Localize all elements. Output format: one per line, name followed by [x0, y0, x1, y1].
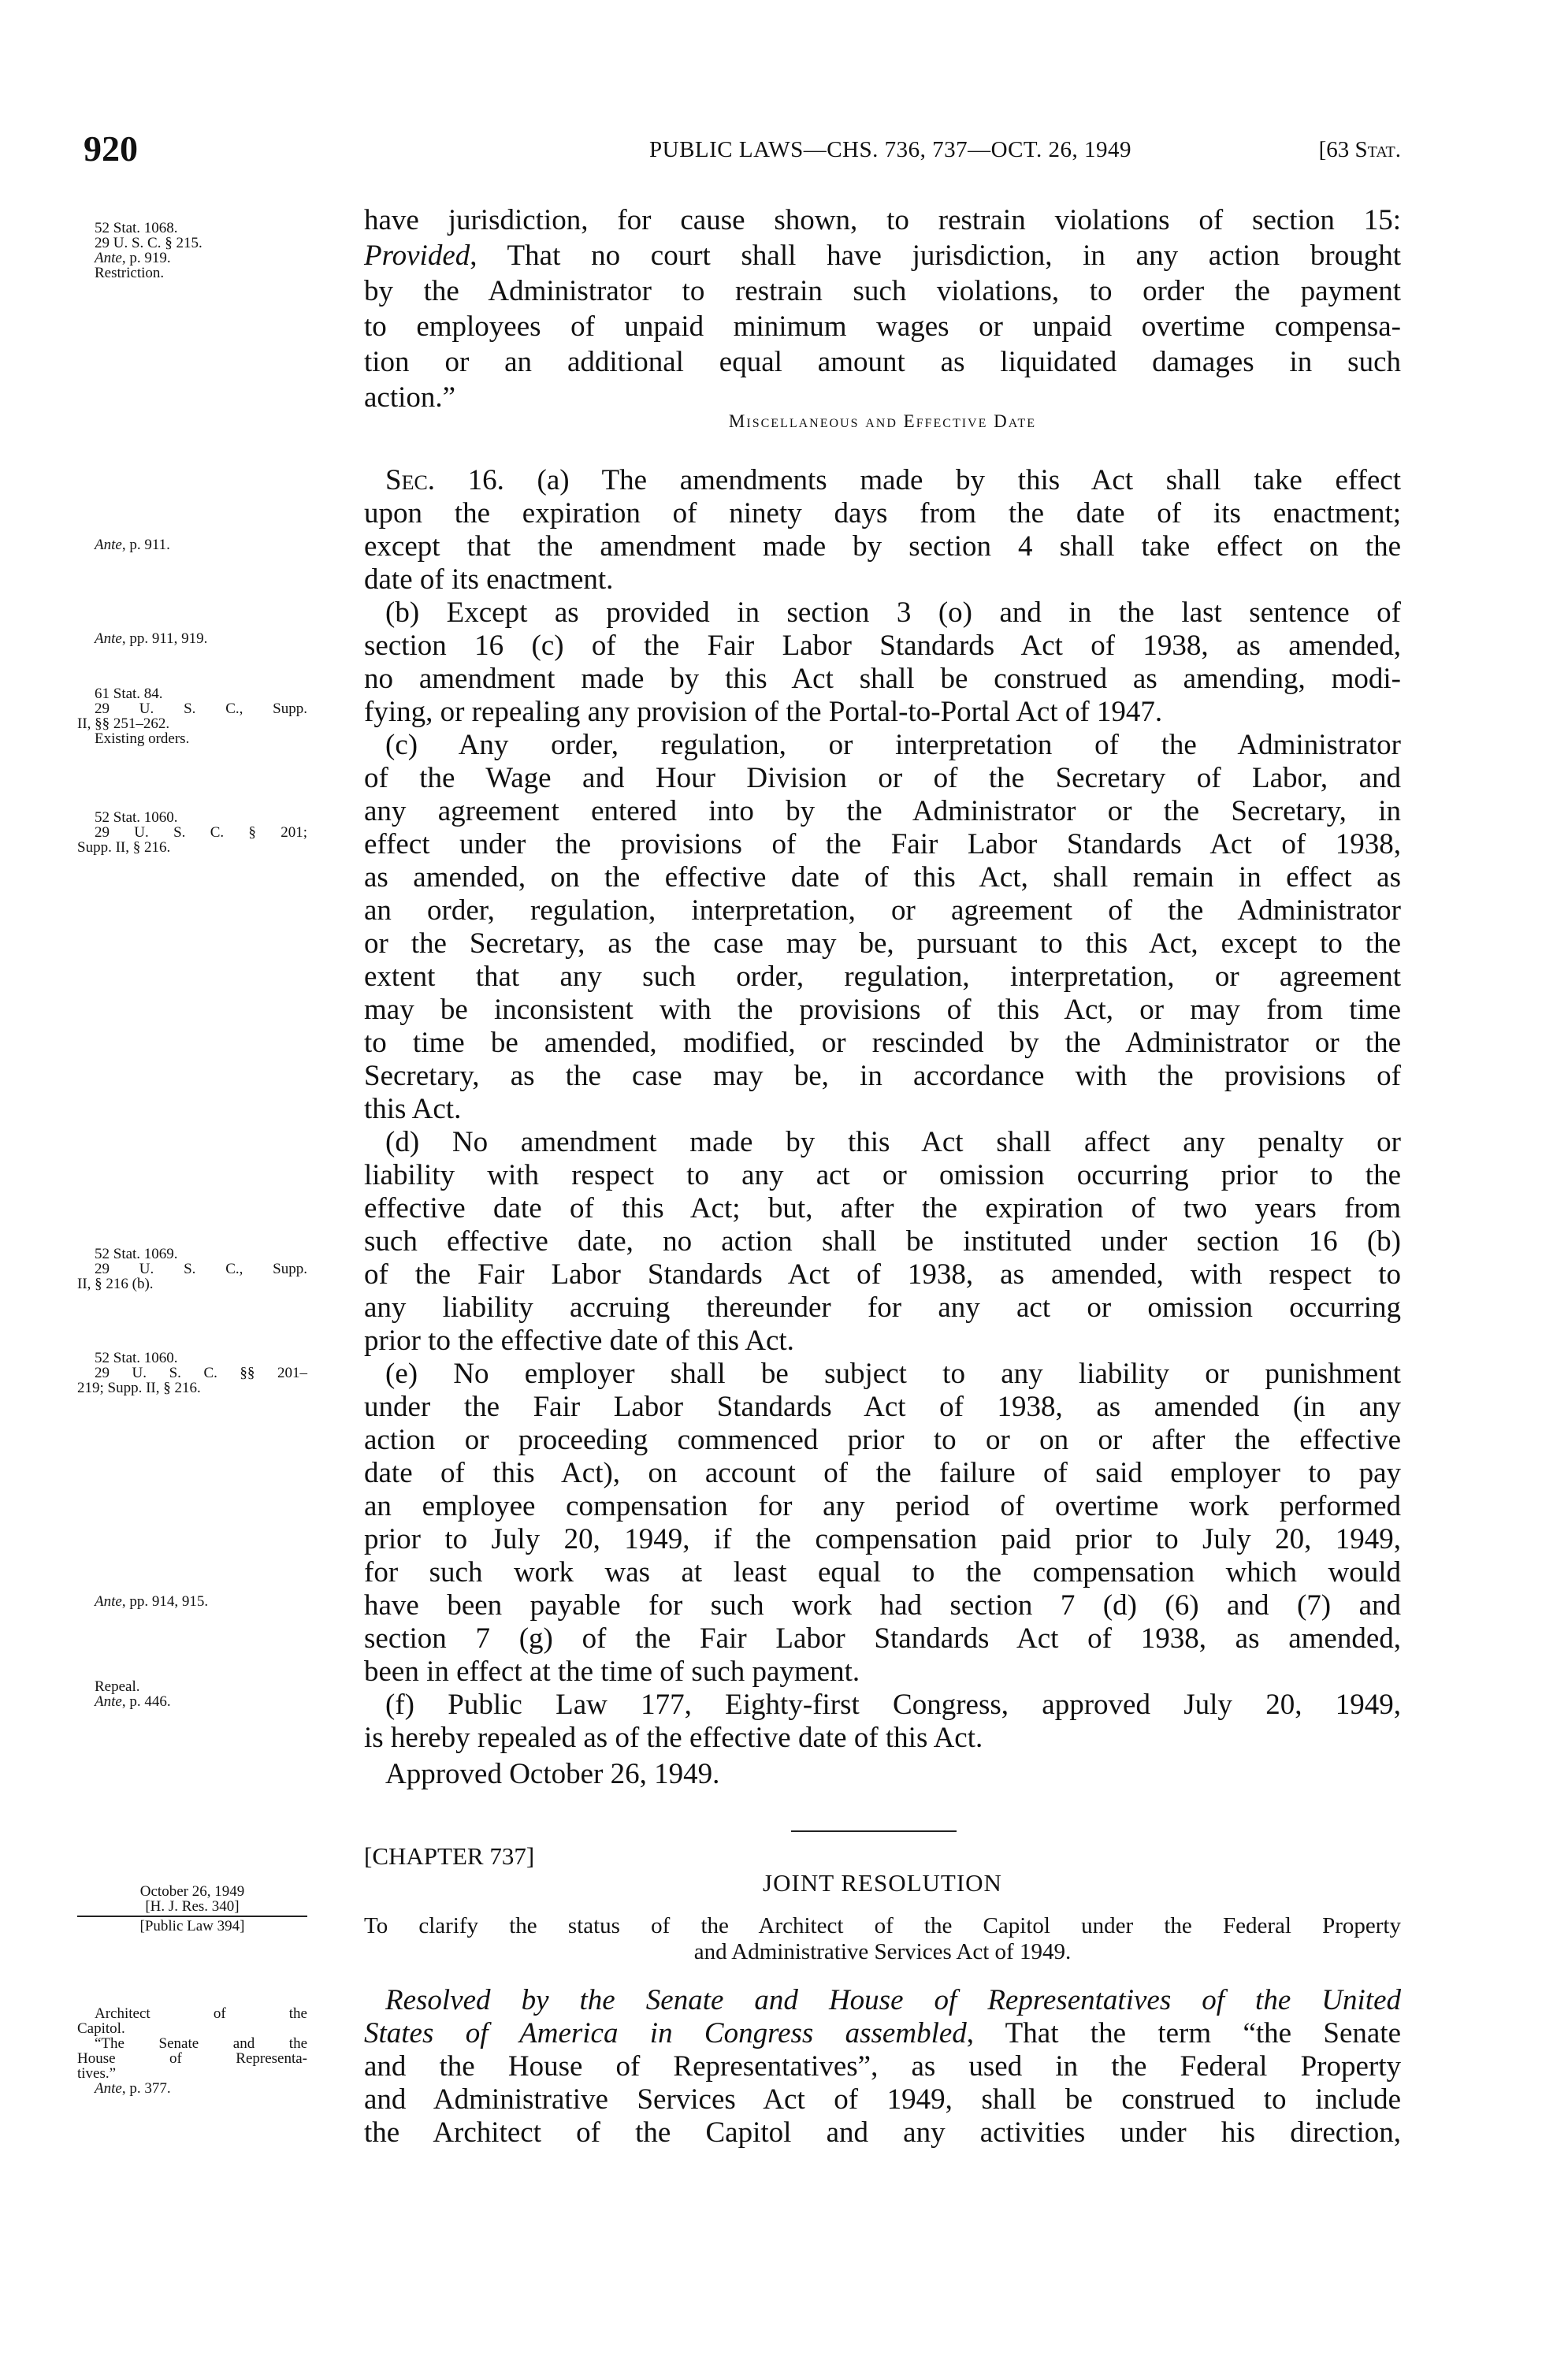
text-line: extent that any such order, regulation, interpretation, or agreement — [364, 961, 1401, 993]
text-line: this Act. — [364, 1093, 462, 1125]
text-segment: , p. 446. — [121, 1693, 171, 1710]
margin-note-line — [77, 631, 307, 646]
section-heading: Miscellaneous and Effective Date — [728, 411, 1037, 431]
margin-note-line: Restriction. — [95, 265, 165, 281]
text-segment: , p. 919. — [121, 250, 171, 266]
text-line: is hereby repealed as of the effective date of this Act. — [364, 1722, 983, 1754]
text-line: effect under the provisions of the Fair Labor Standards Act of 1938, — [364, 828, 1401, 860]
text-line: date of its enactment. — [364, 563, 614, 596]
subsection-d — [364, 1126, 1401, 1358]
resolution-title-line: and Administrative Services Act of 1949. — [693, 1939, 1072, 1964]
margin-note-line: 29 U. S. C. § 201; — [95, 824, 307, 841]
text-line: (f) Public Law 177, Eighty-first Congress, approved July 20, 1949, — [385, 1689, 1401, 1721]
text-line: an employee compensation for any period of overtime work performed — [364, 1490, 1401, 1522]
chapter-label: [CHAPTER 737] — [364, 1842, 535, 1870]
text-line: fying, or repealing any provision of the Portal-to-Portal Act of 1947. — [364, 696, 1163, 728]
text-line: of the Fair Labor Standards Act of 1938, as amended, with respect to — [364, 1258, 1401, 1291]
margin-note — [77, 686, 307, 746]
text-line: have been payable for such work had section 7 (d) (6) and (7) and — [364, 1589, 1401, 1622]
text-line: action.” — [364, 381, 456, 414]
margin-note-line: 219; Supp. II, § 216. — [77, 1380, 201, 1396]
text-line: prior to the effective date of this Act. — [364, 1325, 794, 1357]
text-line: have jurisdiction, for cause shown, to restrain violations of section 15: — [364, 204, 1401, 236]
page-number: 920 — [84, 128, 138, 169]
text-line: or the Secretary, as the case may be, pursuant to this Act, except to the — [364, 927, 1401, 960]
public-law-number: [Public Law 394] — [139, 1918, 245, 1934]
resolution-title-line: To clarify the status of the Architect of the Capitol under the Federal Property — [364, 1913, 1401, 1938]
text-line: under the Fair Labor Standards Act of 1938, as amended (in any — [364, 1391, 1401, 1423]
text-line: and Administrative Services Act of 1949, shall be construed to include — [364, 2083, 1401, 2116]
text-line: section 16 (c) of the Fair Labor Standards Act of 1938, as amended, — [364, 630, 1401, 662]
margin-note-line: Existing orders. — [95, 730, 190, 747]
margin-note-line: 29 U. S. C., Supp. — [95, 1261, 307, 1277]
text-line: liability with respect to any act or omission occurring prior to the — [364, 1159, 1401, 1191]
margin-note-line: “The Senate and the — [95, 2035, 307, 2052]
text-segment: , p. 377. — [121, 2080, 171, 2097]
enactment-date: October 26, 1949 — [139, 1883, 245, 1900]
text-line: of the Wage and Hour Division or of the Secretary of Labor, and — [364, 762, 1401, 794]
italic-text: Provided — [364, 240, 470, 272]
text-line: as amended, on the effective date of this Act, shall remain in effect as — [364, 861, 1401, 894]
margin-note — [77, 810, 307, 855]
margin-note-line: House of Representa- — [77, 2050, 307, 2067]
text-line: (d) No amendment made by this Act shall affect any penalty or — [385, 1126, 1401, 1158]
small-caps-text: Sec. — [385, 464, 436, 496]
margin-note — [77, 1594, 307, 1609]
margin-note-line: 29 U. S. C. § 215. — [95, 235, 203, 251]
italic-text: Ante — [95, 1693, 122, 1710]
resolved-clause — [364, 1984, 1401, 2150]
text-line — [364, 464, 1401, 497]
resolution-title — [364, 1913, 1401, 1965]
text-line: the Architect of the Capitol and any activities under his direction, — [364, 2116, 1401, 2149]
text-line: any agreement entered into by the Administrator or the Secretary, in — [364, 795, 1401, 827]
margin-note — [77, 631, 307, 646]
text-line: action or proceeding commenced prior to or on or after the effective — [364, 1424, 1401, 1456]
margin-note-line: 29 U. S. C. §§ 201– — [95, 1365, 307, 1381]
text-line: (e) No employer shall be subject to any liability or punishment — [385, 1358, 1401, 1390]
margin-note-line: 52 Stat. 1068. — [95, 220, 178, 236]
section-16 — [364, 464, 1401, 1755]
margin-note-line: Supp. II, § 216. — [77, 839, 171, 856]
subsection-c — [364, 729, 1401, 1126]
margin-note-line: 52 Stat. 1060. — [95, 809, 178, 826]
italic-text: Ante — [95, 1593, 122, 1610]
italic-text: Ante — [95, 630, 122, 647]
text-line: Secretary, as the case may be, in accordance with the provisions of — [364, 1060, 1401, 1092]
text-line: tion or an additional equal amount as liquidated damages in such — [364, 346, 1401, 378]
margin-note-line — [77, 1694, 307, 1709]
text-line: any liability accruing thereunder for any act or omission occurring — [364, 1291, 1401, 1324]
text-segment: , That the term “the Senate — [966, 2017, 1402, 2049]
subsection-a — [364, 464, 1401, 596]
text-line: upon the expiration of ninety days from the date of its enactment; — [364, 497, 1401, 530]
statute-volume-ref: [63 Stat. — [1318, 137, 1401, 162]
margin-note — [77, 221, 307, 281]
text-line — [364, 2017, 1401, 2050]
text-segment: 16. (a) The amendments made by this Act shall take effect — [435, 464, 1401, 496]
text-line: such effective date, no action shall be instituted under section 16 (b) — [364, 1225, 1401, 1258]
chapter-sidenote — [77, 1884, 307, 1934]
italic-text: Ante — [95, 250, 122, 266]
margin-note-line — [77, 2081, 307, 2096]
margin-note-line — [77, 251, 307, 266]
text-line: prior to July 20, 1949, if the compensation paid prior to July 20, 1949, — [364, 1523, 1401, 1555]
margin-note-line: 52 Stat. 1069. — [95, 1246, 178, 1262]
subsection-f — [364, 1689, 1401, 1755]
text-line: effective date of this Act; but, after the expiration of two years from — [364, 1192, 1401, 1224]
margin-note-line: II, §§ 251–262. — [77, 715, 170, 732]
margin-note — [77, 1679, 307, 1709]
text-line: been in effect at the time of such payment. — [364, 1656, 860, 1688]
bill-number: [H. J. Res. 340] — [145, 1898, 240, 1915]
margin-note-line: Capitol. — [77, 2020, 125, 2037]
margin-note-line: tives.” — [77, 2065, 117, 2082]
margin-note — [77, 2006, 307, 2096]
chapter-divider — [791, 1830, 957, 1832]
paragraph-jurisdiction — [364, 203, 1401, 415]
margin-note-line: 61 Stat. 84. — [95, 686, 163, 702]
text-line — [364, 1984, 1401, 2017]
text-line: no amendment made by this Act shall be construed as amending, modi- — [364, 663, 1401, 695]
margin-note-line — [77, 537, 307, 552]
text-line: an order, regulation, interpretation, or agreement of the Administrator — [364, 894, 1401, 927]
italic-text: Ante — [95, 2080, 122, 2097]
margin-note-line: Repeal. — [95, 1678, 140, 1695]
approval-date: Approved October 26, 1949. — [385, 1758, 720, 1790]
text-line: except that the amendment made by section 4 shall take effect on the — [364, 530, 1401, 563]
margin-note — [77, 1247, 307, 1291]
margin-note-line: 29 U. S. C., Supp. — [95, 700, 307, 717]
joint-resolution-heading: JOINT RESOLUTION — [763, 1869, 1002, 1897]
subsection-b — [364, 596, 1401, 729]
subsection-e — [364, 1358, 1401, 1689]
text-line: to employees of unpaid minimum wages or unpaid overtime compensa- — [364, 310, 1401, 343]
italic-text: States of America in Congress assembled — [364, 2017, 967, 2049]
margin-note-line — [77, 1594, 307, 1609]
text-line: date of this Act), on account of the failure of said employer to pay — [364, 1457, 1401, 1489]
text-line: for such work was at least equal to the compensation which would — [364, 1556, 1401, 1589]
text-segment: , p. 911. — [121, 537, 170, 553]
text-line — [364, 238, 1401, 273]
margin-note-line: 52 Stat. 1060. — [95, 1350, 178, 1366]
text-line: (b) Except as provided in section 3 (o) and in the last sentence of — [385, 596, 1401, 629]
text-segment: , That no court shall have jurisdiction, in any action brought — [470, 240, 1401, 272]
margin-note — [77, 537, 307, 552]
text-line: section 7 (g) of the Fair Labor Standards Act of 1938, as amended, — [364, 1622, 1401, 1655]
text-line: to time be amended, modified, or rescinded by the Administrator or the — [364, 1027, 1401, 1059]
text-line: by the Administrator to restrain such violations, to order the payment — [364, 275, 1401, 307]
text-segment: , pp. 914, 915. — [121, 1593, 209, 1610]
italic-text: Ante — [95, 537, 122, 553]
margin-note-line: Architect of the — [95, 2005, 307, 2022]
text-line: may be inconsistent with the provisions of this Act, or may from time — [364, 994, 1401, 1026]
text-line: and the House of Representatives”, as used in the Federal Property — [364, 2050, 1401, 2083]
text-line: (c) Any order, regulation, or interpretation of the Administrator — [385, 729, 1401, 761]
italic-text: Resolved by the Senate and House of Representatives of the United — [385, 1984, 1401, 2016]
text-segment: , pp. 911, 919. — [121, 630, 208, 647]
margin-note-line: II, § 216 (b). — [77, 1276, 154, 1292]
running-head: PUBLIC LAWS—CHS. 736, 737—OCT. 26, 1949 — [649, 137, 1131, 162]
sidenote-divider — [77, 1916, 307, 1917]
margin-note — [77, 1351, 307, 1395]
